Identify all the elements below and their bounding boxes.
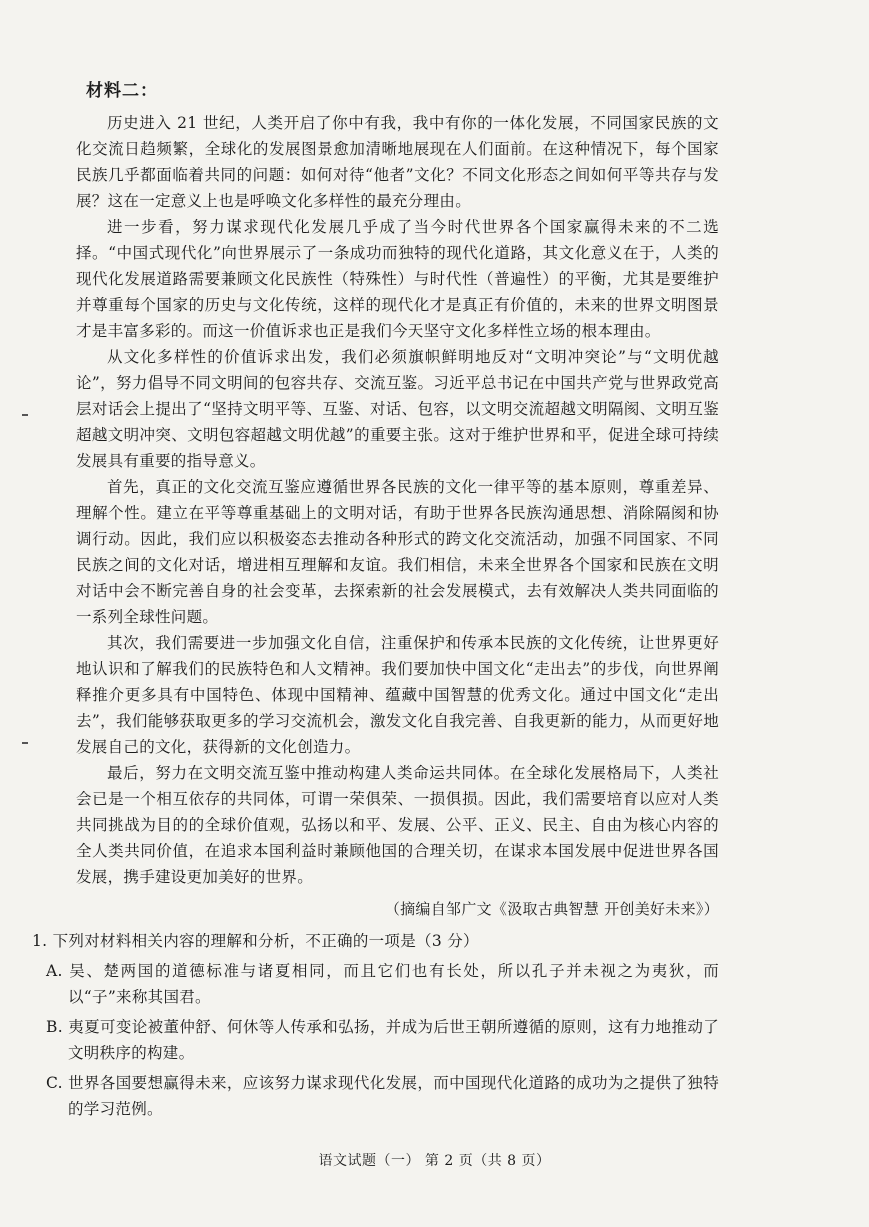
margin-mark: [22, 742, 28, 744]
question-stem: 1. 下列对材料相关内容的理解和分析，不正确的一项是（3 分）: [32, 932, 479, 950]
paragraph-2: 进一步看，努力谋求现代化发展几乎成了当今时代世界各个国家赢得未来的不二选择。“中国式现代化”向世界展示了一条成功而独特的现代化道路，其文化意义在于，人类的现代化发展道路需要兼顾文化民族性（特殊性）与时代性（普遍性）的平衡，尤其是要维护并尊重每个国家的历史与文化传统，这样的现代化才是真正有价值的，未来的世界文明图景才是丰富多彩的。而这一价值诉求也正是我们今天坚守文化多样性立场的根本理由。: [76, 218, 719, 340]
paragraph-4: 首先，真正的文化交流互鉴应遵循世界各民族的文化一律平等的基本原则，尊重差异、理解个性。建立在平等尊重基础上的文明对话，有助于世界各民族沟通思想、消除隔阂和协调行动。因此，我们应以积极姿态去推动各种形式的跨文化交流活动，加强不同国家、不同民族之间的文化对话，增进相互理解和友谊。我们相信，未来全世界各个国家和民族在文明对话中会不断完善自身的社会变革，去探索新的社会发展模式，去有效解决人类共同面临的一系列全球性问题。: [76, 478, 719, 626]
paragraph-1: 历史进入 21 世纪，人类开启了你中有我，我中有你的一体化发展，不同国家民族的文化交流日趋频繁，全球化的发展图景愈加清晰地展现在人们面前。在这种情况下，每个国家民族几乎都面临着共同的问题：如何对待“他者”文化？不同文化形态之间如何平等共存与发展？这在一定意义上也是呼唤文化多样性的最充分理由。: [76, 114, 719, 210]
option-c: C. 世界各国要想赢得未来，应该努力谋求现代化发展，而中国现代化道路的成功为之提供了独特的学习范例。: [46, 1074, 719, 1118]
source-citation: （摘编自邹广文《汲取古典智慧 开创美好未来》）: [384, 900, 719, 918]
paragraph-6: 最后，努力在文明交流互鉴中推动构建人类命运共同体。在全球化发展格局下，人类社会已是一个相互依存的共同体，可谓一荣俱荣、一损俱损。因此，我们需要培育以应对人类共同挑战为目的的全球价值观，弘扬以和平、发展、公平、正义、民主、自由为核心内容的全人类共同价值，在追求本国利益时兼顾他国的合理关切，在谋求本国发展中促进世界各国发展，携手建设更加美好的世界。: [76, 764, 719, 886]
paragraph-3: 从文化多样性的价值诉求出发，我们必须旗帜鲜明地反对“文明冲突论”与“文明优越论”，努力倡导不同文明间的包容共存、交流互鉴。习近平总书记在中国共产党与世界政党高层对话会上提出了“坚持文明平等、互鉴、对话、包容，以文明交流超越文明隔阂、文明互鉴超越文明冲突、文明包容超越文明优越”的重要主张。这对于维护世界和平，促进全球可持续发展具有重要的指导意义。: [76, 348, 719, 470]
margin-mark: [22, 414, 28, 416]
option-a: A. 吴、楚两国的道德标准与诸夏相同，而且它们也有长处，所以孔子并未视之为夷狄，而以“子”来称其国君。: [46, 962, 719, 1006]
option-b: B. 夷夏可变论被董仲舒、何休等人传承和弘扬，并成为后世王朝所遵循的原则，这有力地推动了文明秩序的构建。: [46, 1018, 719, 1062]
section-title: 材料二：: [86, 81, 158, 101]
paragraph-5: 其次，我们需要进一步加强文化自信，注重保护和传承本民族的文化传统，让世界更好地认识和了解我们的民族特色和人文精神。我们要加快中国文化“走出去”的步伐，向世界阐释推介更多具有中国特色、体现中国精神、蕴藏中国智慧的优秀文化。通过中国文化“走出去”，我们能够获取更多的学习交流机会，激发文化自我完善、自我更新的能力，从而更好地发展自己的文化，获得新的文化创造力。: [76, 634, 719, 756]
page-footer: 语文试题（一） 第 2 页（共 8 页）: [318, 1153, 551, 1169]
